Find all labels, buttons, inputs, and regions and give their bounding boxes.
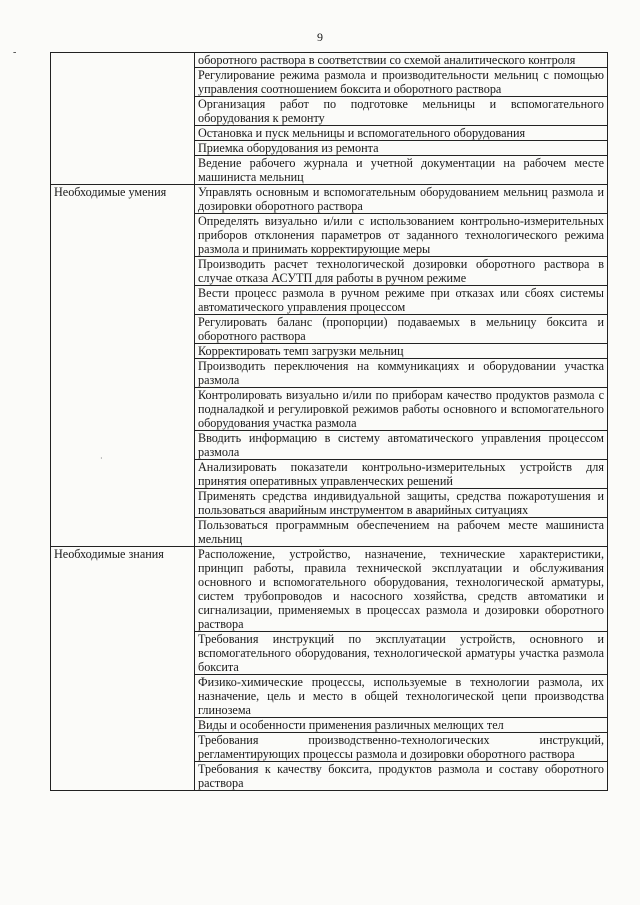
table-item: Организация работ по подготовке мельницы и вспомогательного оборудования к ремонту (195, 97, 608, 126)
table-item: Контролировать визуально и/или по приборам качество продуктов размола с подналадкой и регулировкой режимов работы основного и вспомогательного оборудования участка размола (195, 388, 608, 431)
scan-speck: · (100, 454, 103, 463)
table-item: Производить переключения на коммуникациях и оборудовании участка размола (195, 359, 608, 388)
table-item: Вводить информацию в систему автоматического управления процессом размола (195, 431, 608, 460)
table-item: Ведение рабочего журнала и учетной документации на рабочем месте машиниста мельниц (195, 156, 608, 185)
table-item: Производить расчет технологической дозировки оборотного раствора в случае отказа АСУТП для работы в ручном режиме (195, 257, 608, 286)
table-item: Виды и особенности применения различных мелющих тел (195, 718, 608, 733)
table-body (51, 53, 608, 791)
table-item: Корректировать темп загрузки мельниц (195, 344, 608, 359)
table-item: Пользоваться программным обеспечением на рабочем месте машиниста мельниц (195, 518, 608, 547)
table-item: оборотного раствора в соответствии со схемой аналитического контроля (195, 53, 608, 68)
page-number: 9 (317, 30, 323, 44)
table-row (51, 547, 608, 632)
table-item: Определять визуально и/или с использованием контрольно-измерительных приборов отклонения параметров от заданного технологического режима размола и принимать корректирующие меры (195, 214, 608, 257)
table-item: Регулировать баланс (пропорции) подаваемых в мельницу боксита и оборотного раствора (195, 315, 608, 344)
table-row (51, 185, 608, 214)
table-item: Вести процесс размола в ручном режиме при отказах или сбоях системы автоматического управления процессом (195, 286, 608, 315)
table-item: Остановка и пуск мельницы и вспомогательного оборудования (195, 126, 608, 141)
table-item: Приемка оборудования из ремонта (195, 141, 608, 156)
table-row (51, 53, 608, 68)
table-item: Управлять основным и вспомогательным оборудованием мельниц размола и дозировки оборотного раствора (195, 185, 608, 214)
qualification-table (50, 52, 608, 791)
table-item: Требования к качеству боксита, продуктов размола и составу оборотного раствора (195, 762, 608, 791)
table-item: Регулирование режима размола и производительности мельниц с помощью управления соотношением боксита и оборотного раствора (195, 68, 608, 97)
section-label (51, 53, 195, 185)
table-item: Требования инструкций по эксплуатации устройств, основного и вспомогательного оборудования, технологической арматуры участка размола боксита (195, 632, 608, 675)
table-item: Требования производственно-технологических инструкций, регламентирующих процессы размола и дозировки оборотного раствора (195, 733, 608, 762)
table-item: Физико-химические процессы, используемые в технологии размола, их назначение, цель и место в общей технологической цепи производства глинозема (195, 675, 608, 718)
table-item: Применять средства индивидуальной защиты, средства пожаротушения и пользоваться аварийным инструментом в аварийных ситуациях (195, 489, 608, 518)
table-item: Расположение, устройство, назначение, технические характеристики, принцип работы, правила технической эксплуатации и обслуживания основного и вспомогательного оборудования, технологической арматуры, систем трубопроводов и насосного хозяйства, средств автоматики и сигнализации, применяемых в процессах размола и дозировки оборотного раствора (195, 547, 608, 632)
margin-mark: - (13, 47, 17, 58)
section-label: Необходимые умения (51, 185, 195, 547)
section-label: Необходимые знания (51, 547, 195, 791)
table-item: Анализировать показатели контрольно-измерительных устройств для принятия оперативных управленческих решений (195, 460, 608, 489)
